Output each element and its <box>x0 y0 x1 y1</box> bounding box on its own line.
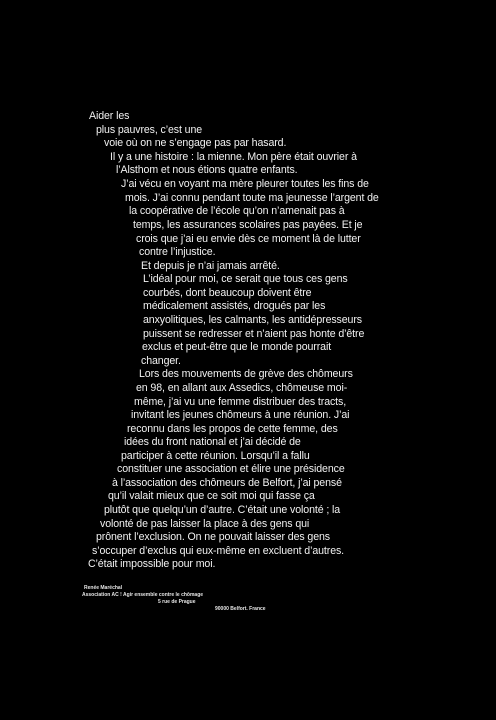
text-line: à l’association des chômeurs de Belfort, j’ai pensé <box>112 477 342 489</box>
text-line: l’Alsthom et nous étions quatre enfants. <box>116 164 298 176</box>
text-line: plutôt que quelqu’un d’autre. C’était une volonté ; la <box>104 504 341 516</box>
text-line: médicalement assistés, drogués par les <box>143 300 326 312</box>
text-line: puissent se redresser et n’aient pas honte d’être <box>143 328 365 340</box>
text-line: même, j’ai vu une femme distribuer des tracts, <box>134 396 347 408</box>
text-line: en 98, en allant aux Assedics, chômeuse moi- <box>136 382 348 394</box>
text-line: idées du front national et j’ai décidé de <box>124 436 301 448</box>
text-line: plus pauvres, c’est une <box>96 124 203 136</box>
text-line: reconnu dans les propos de cette femme, des <box>127 423 338 435</box>
text-line: la coopérative de l’école qu’on n’amenait pas à <box>129 205 345 217</box>
text-line: courbés, dont beaucoup doivent être <box>143 287 312 299</box>
text-line: Aider les <box>89 110 130 122</box>
text-line: L’idéal pour moi, ce serait que tous ces gens <box>143 273 348 285</box>
signature-name: Renée Maréchal <box>84 585 123 591</box>
text-line: changer. <box>141 355 181 367</box>
text-line: s’occuper d’exclus qui eux-même en excluent d’autres. <box>92 545 345 557</box>
text-line: crois que j’ai eu envie dès ce moment là de lutter <box>136 233 361 245</box>
text-line: J’ai vécu en voyant ma mère pleurer toutes les fins de <box>121 178 369 190</box>
text-line: anxyolitiques, les calmants, les antidépresseurs <box>143 314 362 326</box>
text-line: invitant les jeunes chômeurs à une réunion. J’ai <box>131 409 350 421</box>
signature-organization: Association AC ! Agir ensemble contre le chômage <box>82 592 204 598</box>
text-line: constituer une association et élire une présidence <box>117 463 345 475</box>
text-line: exclus et peut-être que le monde pourrait <box>142 341 332 353</box>
text-line: prônent l’exclusion. On ne pouvait laisser des gens <box>96 531 330 543</box>
text-line: Lors des mouvements de grève des chômeurs <box>139 368 353 380</box>
text-line: participer à cette réunion. Lorsqu’il a fallu <box>121 450 310 462</box>
text-line: temps, les assurances scolaires pas payées. Et je <box>133 219 363 231</box>
signature-street: 5 rue de Prague <box>158 599 196 605</box>
text-line: Et depuis je n’ai jamais arrêté. <box>141 260 280 272</box>
text-line: qu’il valait mieux que ce soit moi qui fasse ça <box>108 490 315 502</box>
text-line: contre l’injustice. <box>139 246 216 258</box>
text-line: C’était impossible pour moi. <box>88 558 216 570</box>
text-line: Il y a une histoire : la mienne. Mon père était ouvrier à <box>110 151 357 163</box>
text-line: mois. J’ai connu pendant toute ma jeunesse l’argent de <box>125 192 379 204</box>
text-line: volonté de pas laisser la place à des gens qui <box>100 518 310 530</box>
signature-city: 90000 Belfort. France <box>215 606 266 612</box>
text-line: voie où on ne s’engage pas par hasard. <box>104 137 287 149</box>
